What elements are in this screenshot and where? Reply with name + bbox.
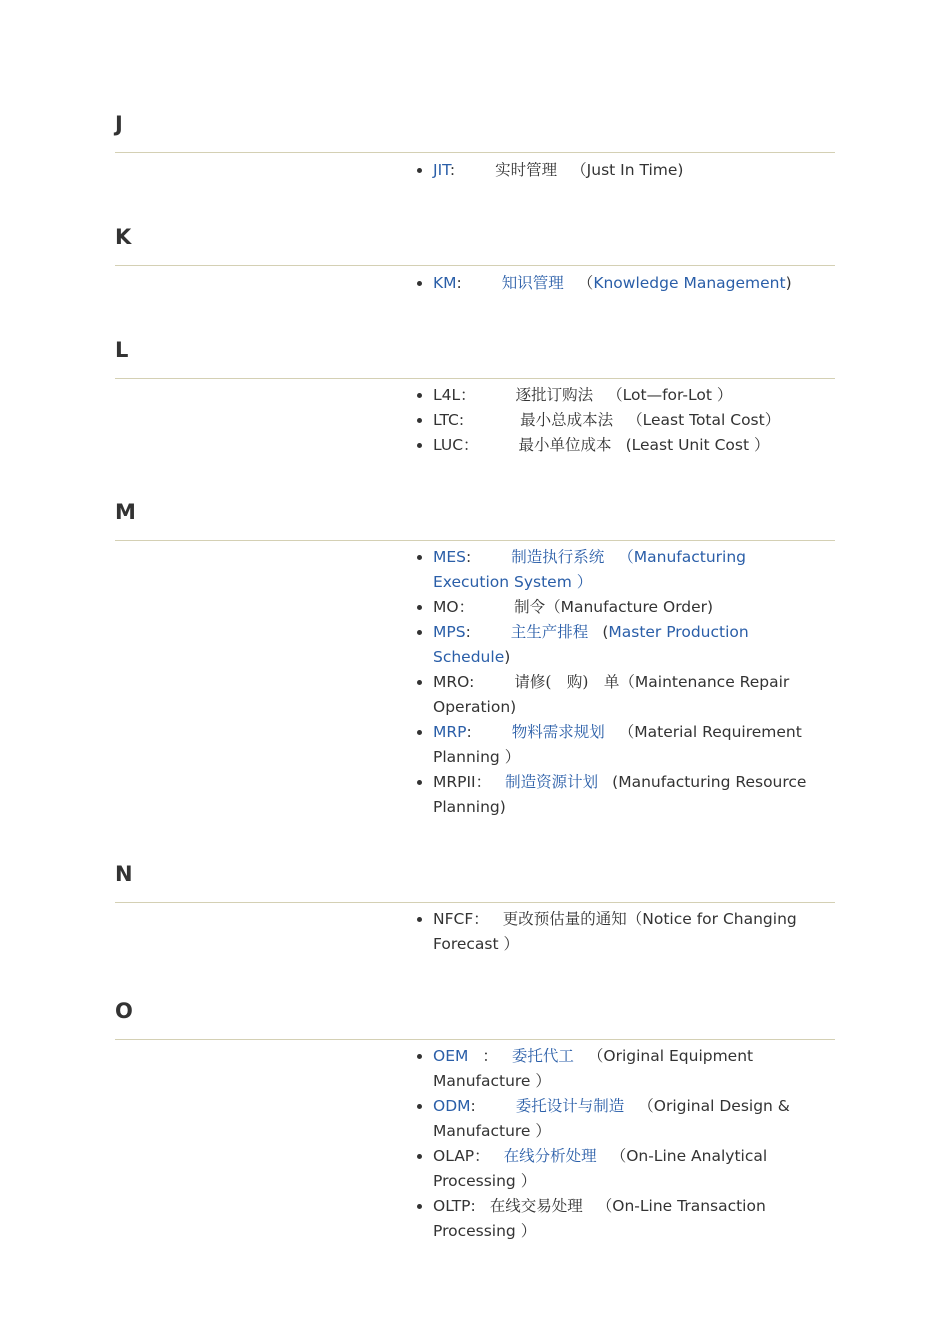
term-paren: ( xyxy=(602,623,609,641)
term-separator: : xyxy=(466,548,472,566)
list-item xyxy=(415,1194,815,1244)
list-item xyxy=(415,158,815,183)
term-separator: : xyxy=(458,411,465,429)
list-item xyxy=(415,383,815,408)
section-divider xyxy=(115,540,835,541)
term-list xyxy=(415,271,815,296)
term-chinese-link[interactable]: 制造资源计划 xyxy=(505,773,599,791)
term-separator: : xyxy=(449,161,456,179)
term-chinese-link[interactable]: 委托设计与制造 xyxy=(515,1097,625,1115)
term-separator: ： xyxy=(474,1147,490,1165)
section-divider xyxy=(115,902,835,903)
term-link-odm[interactable]: ODM xyxy=(433,1097,471,1115)
term-separator: ： xyxy=(475,773,492,791)
section-divider xyxy=(115,1039,835,1040)
term-paren: （ xyxy=(577,274,594,292)
term-chinese-link[interactable]: 委托代工 xyxy=(511,1047,574,1065)
list-item xyxy=(415,433,815,458)
term-english: （Original Equipment Manufacture ） xyxy=(433,1047,754,1090)
term-list xyxy=(415,158,815,183)
term-english: （Maintenance Repair Operation) xyxy=(433,673,790,716)
list-item xyxy=(415,408,815,433)
list-item xyxy=(415,1044,815,1094)
term-english: （Manufacture Order) xyxy=(545,598,714,616)
section-letter: L xyxy=(115,338,129,362)
term-list xyxy=(415,1044,815,1244)
term-link-jit[interactable]: JIT xyxy=(433,161,450,179)
term-abbr: L4L xyxy=(433,386,461,404)
term-chinese: 最小单位成本 xyxy=(518,436,612,454)
term-english: （Least Total Cost） xyxy=(627,411,781,429)
list-item xyxy=(415,907,815,957)
list-item xyxy=(415,595,815,620)
term-abbr: MO xyxy=(433,598,459,616)
term-english-link[interactable]: （Manufacturing Execution System ） xyxy=(433,548,747,591)
term-english: （Notice for Changing Forecast ） xyxy=(433,910,797,953)
list-item xyxy=(415,720,815,770)
term-separator: ： xyxy=(463,436,479,454)
list-item xyxy=(415,670,815,720)
term-link-mrp[interactable]: MRP xyxy=(433,723,467,741)
term-link-oem[interactable]: OEM xyxy=(433,1047,469,1065)
term-chinese: 在线交易处理 xyxy=(489,1197,583,1215)
term-abbr: NFCF xyxy=(433,910,474,928)
term-chinese: 逐批订购法 xyxy=(515,386,594,404)
section-divider xyxy=(115,152,835,153)
term-abbr: LTC xyxy=(433,411,459,429)
term-abbr: OLAP xyxy=(433,1147,475,1165)
term-abbr: MRPII xyxy=(433,773,476,791)
term-english: (Least Unit Cost ） xyxy=(625,436,770,454)
term-english: （Lot—for-Lot ） xyxy=(607,386,733,404)
term-chinese-link[interactable]: 制造执行系统 xyxy=(511,548,605,566)
list-item xyxy=(415,1144,815,1194)
term-abbr: OLTP xyxy=(433,1197,471,1215)
term-separator: : xyxy=(456,274,462,292)
section-letter: M xyxy=(115,500,136,524)
term-link-mps[interactable]: MPS xyxy=(433,623,466,641)
term-separator: : xyxy=(465,623,471,641)
term-abbr: MRO xyxy=(433,673,470,691)
term-separator: : xyxy=(469,673,475,691)
term-english: （Material Requirement Planning ） xyxy=(433,723,802,766)
term-chinese: 更改预估量的通知 xyxy=(502,910,627,928)
term-english: （On-Line Transaction Processing ） xyxy=(433,1197,766,1240)
term-separator: : xyxy=(470,1197,476,1215)
term-paren: ) xyxy=(785,274,792,292)
term-list xyxy=(415,545,815,820)
term-chinese: 请修( 购) 单 xyxy=(514,673,620,691)
section-letter: K xyxy=(115,225,132,249)
term-separator: : xyxy=(466,723,472,741)
term-chinese-link[interactable]: 主生产排程 xyxy=(510,623,589,641)
list-item xyxy=(415,545,815,595)
section-letter: N xyxy=(115,862,133,886)
term-english-link[interactable]: Knowledge Management xyxy=(593,274,786,292)
term-separator: ： xyxy=(473,910,489,928)
section-divider xyxy=(115,378,835,379)
term-chinese: 制令 xyxy=(514,598,546,616)
term-english: （Just In Time) xyxy=(571,161,684,179)
term-chinese-link[interactable]: 在线分析处理 xyxy=(503,1147,597,1165)
term-link-mes[interactable]: MES xyxy=(433,548,467,566)
term-link-km[interactable]: KM xyxy=(433,274,457,292)
term-english: （Original Design & Manufacture ） xyxy=(433,1097,790,1140)
term-separator: : xyxy=(470,1097,476,1115)
list-item xyxy=(415,271,815,296)
section-divider xyxy=(115,265,835,266)
term-separator: ： xyxy=(458,598,475,616)
list-item xyxy=(415,1094,815,1144)
term-chinese: 实时管理 xyxy=(495,161,558,179)
section-letter: J xyxy=(115,112,123,136)
term-paren: ) xyxy=(504,648,511,666)
term-english: （On-Line Analytical Processing ） xyxy=(433,1147,768,1190)
section-letter: O xyxy=(115,999,133,1023)
term-separator: ： xyxy=(482,1047,498,1065)
term-chinese: 最小总成本法 xyxy=(520,411,614,429)
term-chinese-link[interactable]: 知识管理 xyxy=(501,274,564,292)
term-chinese-link[interactable]: 物料需求规划 xyxy=(511,723,605,741)
term-list xyxy=(415,383,815,458)
list-item xyxy=(415,770,815,820)
term-list xyxy=(415,907,815,957)
term-separator: ： xyxy=(460,386,476,404)
list-item xyxy=(415,620,815,670)
term-english-link[interactable]: Master Production Schedule xyxy=(433,623,749,666)
term-abbr: LUC xyxy=(433,436,464,454)
term-english: (Manufacturing Resource Planning) xyxy=(433,773,807,816)
